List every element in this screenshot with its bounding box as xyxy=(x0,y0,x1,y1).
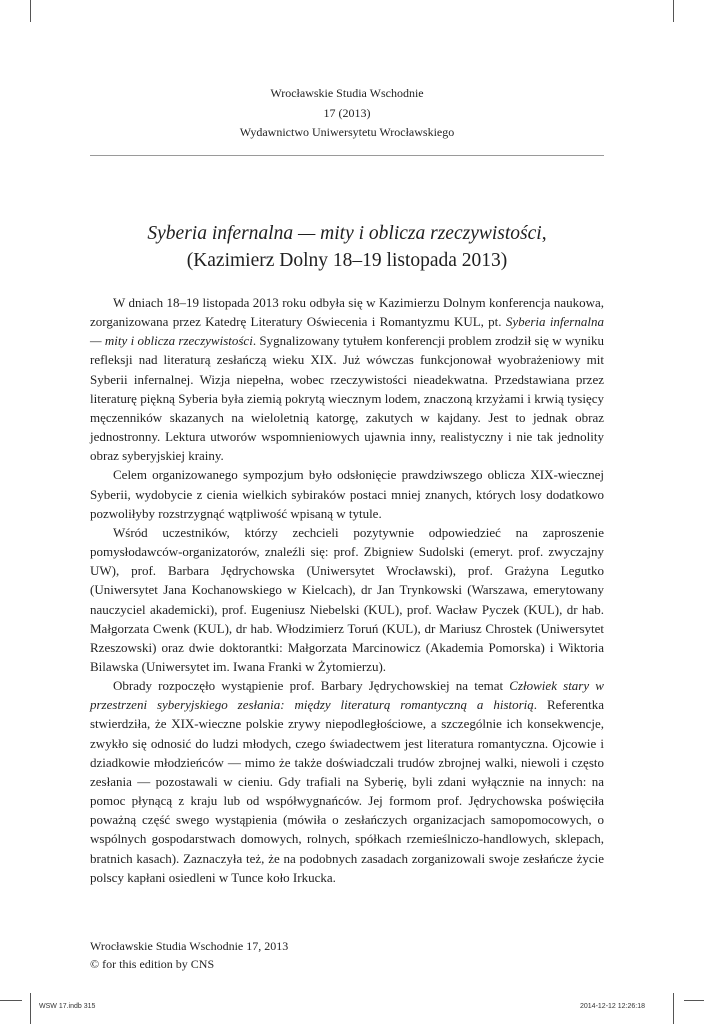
paragraph-1-italic: Syberia infernalna — mity i oblicza rzeczywistości xyxy=(90,314,604,349)
footer-copyright: © for this edition by CNS xyxy=(90,957,215,971)
journal-header xyxy=(90,84,604,156)
print-slug-timestamp: 2014-12-12 12:26:18 xyxy=(580,1003,645,1010)
crop-mark-top-right xyxy=(673,0,674,22)
title-main: Syberia infernalna — mity i oblicza rzeczywistości xyxy=(147,223,542,244)
crop-mark-bottom-left xyxy=(30,993,31,1024)
article-title xyxy=(90,221,604,274)
paragraph-4-text-b: . Referentka stwierdziła, że XIX-wieczne polskie zrywy niepodległościowe, a szczególnie ich konsekwencje, zwykło się odnosić do ludzi młodych, czego świadectwem jest literatura romantyczna. Ojcowie i dziadkowie młodzieńców — mimo że także doświadczali trudów zbrojnej walki, niewoli i często zesłania — pozostawali w cieniu. Gdy trafiali na Syberię, byli zdani wyłącznie na innych: na pomoc płynącą z kraju lub od współwygnańców. Jej formom prof. Jędrychowska poświęciła poważną część swego wystąpienia (mówiła o zesłańczych organizacjach samopomocowych, o wspólnych gospodarstwach domowych, rolnych, spółkach rzemieślniczo-handlowych, sklepach, bratnich kasach). Zaznaczyła też, że na podobnych zasadach zorganizowali swoje zesłańcze życie polscy kapłani osiedleni w Tunce koło Irkucka. xyxy=(90,697,604,885)
crop-mark-right-v xyxy=(684,1000,704,1001)
journal-issue: 17 (2013) xyxy=(323,105,371,120)
crop-mark-top-left xyxy=(30,0,31,22)
article-body xyxy=(90,293,604,887)
page-footer xyxy=(90,937,288,973)
footer-citation: Wrocławskie Studia Wschodnie 17, 2013 xyxy=(90,939,289,953)
paragraph-4 xyxy=(90,676,604,887)
paragraph-3: Wśród uczestników, którzy zechcieli pozytywnie odpowiedzieć na zaproszenie pomysłodawców-organizatorów, znaleźli się: prof. Zbigniew Sudolski (emeryt. prof. zwyczajny UW), prof. Barbara Jędrychowska (Uniwersytet Wrocławski), prof. Grażyna Legutko (Uniwersytet Jana Kochanowskiego w Kielcach), dr Jan Trynkowski (Warszawa, emerytowany nauczyciel akademicki), prof. Eugeniusz Niebelski (KUL), prof. Wacław Pyczek (KUL), dr hab. Małgorzata Cwenk (KUL), dr hab. Włodzimierz Toruń (KUL), dr Mariusz Chrostek (Uniwersytet Rzeszowski) oraz dwie doktorantki: Małgorzata Marcinowicz (Akademia Pomorska) i Wiktoria Bilawska (Uniwersytet im. Iwana Franki w Żytomierzu). xyxy=(90,524,604,674)
paragraph-4-text-a: Obrady rozpoczęło wystąpienie prof. Barbary Jędrychowskiej na temat xyxy=(113,678,510,694)
crop-mark-bottom-right xyxy=(673,993,674,1024)
title-sub: (Kazimierz Dolny 18–19 listopada 2013) xyxy=(186,249,508,271)
crop-mark-left-v xyxy=(0,1000,22,1001)
paragraph-1 xyxy=(90,293,604,465)
paragraph-2: Celem organizowanego sympozjum było odsłonięcie prawdziwszego oblicza XIX-wiecznej Syberii, wydobycie z cienia wielkich sybiraków postaci mniej znanych, których losy dodatkowo pozwoliłyby rozstrzygnąć wątpliwość wpisaną w tytule. xyxy=(90,467,604,521)
journal-name: Wrocławskie Studia Wschodnie xyxy=(270,86,424,100)
print-slug-file: WSW 17.indb 315 xyxy=(39,1003,96,1010)
journal-publisher: Wydawnictwo Uniwersytetu Wrocławskiego xyxy=(239,125,455,139)
title-comma: , xyxy=(541,223,547,244)
paragraph-1-text-a: W dniach 18–19 listopada 2013 roku odbyła się w Kazimierzu Dolnym konferencja naukowa, zorganizowana przez Katedrę Literatury Oświecenia i Romantyzmu KUL, pt. xyxy=(90,295,604,330)
paragraph-4-italic: Człowiek stary w przestrzeni syberyjskiego zesłania: między literaturą romantyczną a historią xyxy=(90,678,604,713)
paragraph-1-text-b: . Sygnalizowany tytułem konferencji problem zrodził się w wyniku refleksji nad literaturą zesłańczą wieku XIX. Już wówczas funkcjonował wyobrażeniowy mit Syberii infernalnej. Wizja niepełna, wobec rzeczywistości nieadekwatna. Przedstawiana przez literaturę piękną Syberia była ziemią pokrytą wiecznym lodem, znaczoną krzyżami i krwią tysięcy męczenników skazanych na wieloletnią katorgę, zakutych w kajdany. Jest to jednak obraz jednostronny. Lektura utworów wspomnieniowych ujawnia inny, realistyczny i nie tak jednolity obraz syberyjskiej krainy. xyxy=(90,333,604,464)
